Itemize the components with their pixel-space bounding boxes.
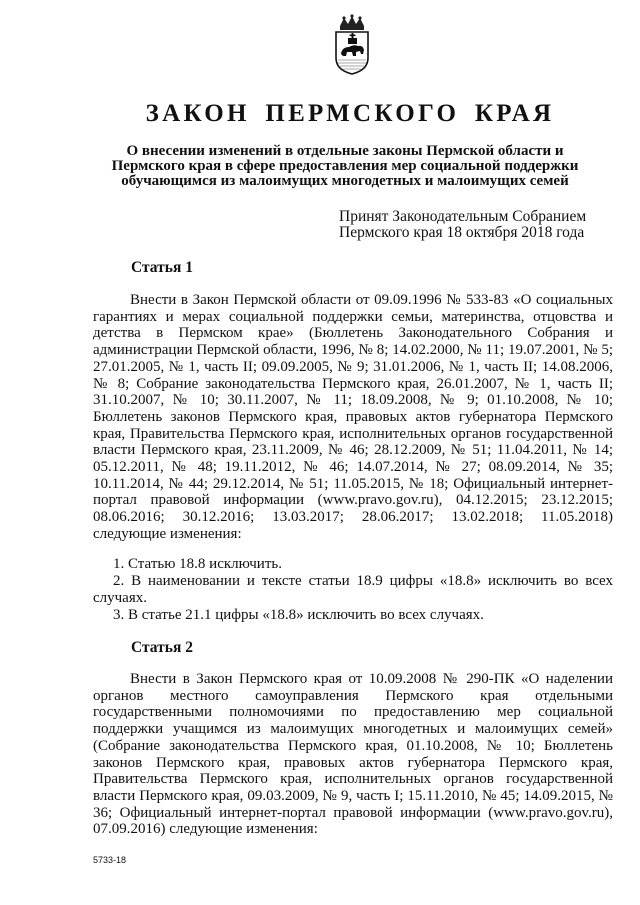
article-2-heading: Статья 2	[131, 639, 193, 656]
document-code: 5733-18	[93, 855, 127, 865]
adoption-line-2: Пермского края 18 октября 2018 года	[339, 224, 585, 241]
article-1-item-2: 2. В наименовании и тексте статьи 18.9 цифры «18.8» исключить во всех случаях.	[93, 573, 613, 606]
article-2-intro: Внести в Закон Пермского края от 10.09.2008 № 290-ПК «О наделении органов местного самоуправления Пермского края отдельными государственными полномочиями по предоставлению мер социальной поддержки учащимся из малоимущих многодетных и малоимущих семей» (Собрание законодательства Пермского края, 01.10.2008, № 10; Бюллетень законов Пермского края, правовых актов губернатора Пермского края, Правительства Пермского края, исполнительных органов государственной власти Пермского края, 09.03.2009, № 9, часть I; 15.11.2010, № 45; 14.09.2015, № 36; Официальный интернет-портал правовой информации (www.pravo.gov.ru), 07.09.2016) следующие изменения:	[93, 671, 613, 838]
article-1-item-3: 3. В статье 21.1 цифры «18.8» исключить во всех случаях.	[113, 607, 484, 623]
adoption-note	[339, 209, 586, 241]
article-1-heading: Статья 1	[131, 259, 193, 276]
law-subtitle: О внесении изменений в отдельные законы Пермской области и Пермского края в сфере предоставления мер социальной поддержки обучающимся из малоимущих многодетных и малоимущих семей	[111, 143, 579, 189]
perm-coat-of-arms-icon	[330, 14, 374, 76]
article-1-item-1: 1. Статью 18.8 исключить.	[113, 556, 282, 572]
adoption-line-1: Принят Законодательным Собранием	[339, 208, 587, 225]
article-1-intro: Внести в Закон Пермской области от 09.09.1996 № 533-83 «О социальных гарантиях и мерах социальной поддержки семьи, материнства, отцовства и детства в Пермском крае» (Бюллетень Законодательного Собрания и администрации Пермской области, 1996, № 8; 14.02.2000, № 11; 19.07.2001, № 5; 27.01.2005, № 1, часть II; 09.09.2005, № 9; 31.01.2006, № 1, часть II; 14.08.2006, № 8; Собрание законодательства Пермского края, 26.01.2007, № 1, часть II; 31.10.2007, № 10; 30.11.2007, № 11; 18.09.2008, № 9; 01.10.2008, № 10; Бюллетень законов Пермского края, правовых актов губернатора Пермского края, Правительства Пермского края, исполнительных органов государственной власти Пермского края, 23.11.2009, № 46; 28.12.2009, № 51; 11.04.2011, № 14; 05.12.2011, № 48; 19.11.2012, № 46; 14.07.2014, № 27; 08.09.2014, № 35; 10.11.2014, № 44; 29.12.2014, № 51; 11.05.2015, № 18; Официальный интернет-портал правовой информации (www.pravo.gov.ru), 04.12.2015; 23.12.2015; 08.06.2016; 30.12.2016; 13.03.2017; 28.06.2017; 13.02.2018; 11.05.2018) следующие изменения:	[93, 292, 613, 542]
law-title: ЗАКОН ПЕРМСКОГО КРАЯ	[145, 100, 555, 127]
